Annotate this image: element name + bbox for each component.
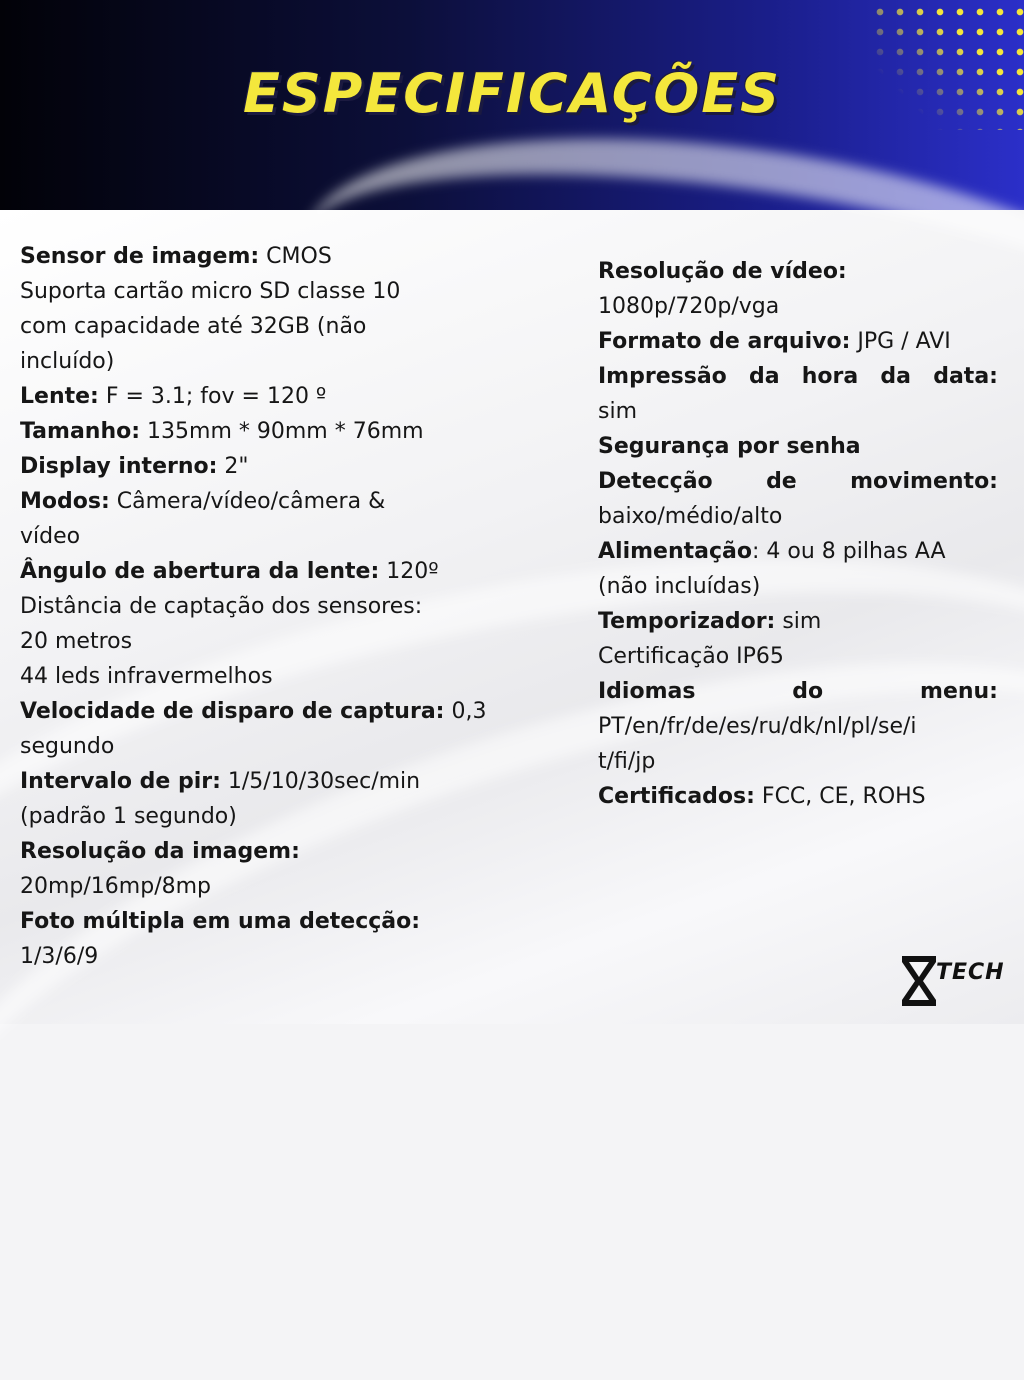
spec-value: 120º — [379, 559, 439, 584]
spec-value: JPG / AVI — [850, 329, 951, 354]
spec-line — [20, 834, 510, 869]
spec-line — [20, 484, 510, 519]
spec-value: incluído) — [20, 349, 115, 374]
spec-label: Resolução de vídeo: — [598, 259, 847, 284]
spec-line — [598, 359, 998, 394]
spec-line — [598, 394, 998, 429]
spec-line — [598, 569, 998, 604]
spec-value: PT/en/fr/de/es/ru/dk/nl/pl/se/i — [598, 714, 917, 739]
spec-value: FCC, CE, ROHS — [754, 784, 926, 809]
spec-label: Velocidade de disparo de captura: — [20, 699, 445, 724]
spec-line — [598, 744, 998, 779]
spec-value: : 4 ou 8 pilhas AA — [751, 539, 946, 564]
spec-label: Display interno: — [20, 454, 218, 479]
spec-line — [20, 239, 510, 274]
spec-value: (não incluídas) — [598, 574, 761, 599]
spec-line — [20, 624, 510, 659]
spec-label: Resolução da imagem: — [20, 839, 300, 864]
spec-label-word: de — [766, 469, 797, 494]
spec-line — [20, 274, 510, 309]
spec-label-word: data: — [933, 364, 998, 389]
spec-line — [20, 414, 510, 449]
spec-line — [20, 939, 510, 974]
spec-line — [20, 764, 510, 799]
spec-label-word: da — [880, 364, 912, 389]
spec-value: 20mp/16mp/8mp — [20, 874, 211, 899]
spec-label: Tamanho: — [20, 419, 141, 444]
spec-line — [598, 464, 998, 499]
spec-line — [20, 729, 510, 764]
spec-label: Certificados: — [598, 784, 755, 809]
spec-value: com capacidade até 32GB (não — [20, 314, 367, 339]
spec-value: segundo — [20, 734, 115, 759]
spec-value: t/fi/jp — [598, 749, 656, 774]
spec-line — [20, 519, 510, 554]
spec-label-word: Impressão — [598, 364, 727, 389]
spec-value: 135mm * 90mm * 76mm — [140, 419, 424, 444]
spec-label: Intervalo de pir: — [20, 769, 221, 794]
spec-line — [20, 799, 510, 834]
specs-left-column — [20, 239, 510, 974]
spec-line — [20, 379, 510, 414]
spec-line — [598, 709, 998, 744]
spec-value: 1080p/720p/vga — [598, 294, 780, 319]
spec-line — [20, 589, 510, 624]
spec-label-word: movimento: — [850, 469, 998, 494]
spec-label: Sensor de imagem: — [20, 244, 260, 269]
spec-label-word: hora — [801, 364, 859, 389]
spec-label-word: do — [792, 679, 824, 704]
spec-line — [598, 674, 998, 709]
spec-value: Câmera/vídeo/câmera & — [109, 489, 386, 514]
spec-label: Temporizador: — [598, 609, 776, 634]
page-title: ESPECIFICAÇÕES — [242, 62, 782, 125]
spec-label: Segurança por senha — [598, 434, 861, 459]
spec-line — [20, 904, 510, 939]
spec-line — [20, 554, 510, 589]
spec-label-word: Detecção — [598, 469, 713, 494]
spec-line — [20, 309, 510, 344]
spec-line — [598, 639, 998, 674]
spec-value: vídeo — [20, 524, 81, 549]
spec-line — [20, 449, 510, 484]
spec-line — [598, 324, 998, 359]
spec-value: sim — [775, 609, 822, 634]
spec-value: CMOS — [259, 244, 332, 269]
spec-label: Foto múltipla em uma detecção: — [20, 909, 421, 934]
spec-line — [20, 869, 510, 904]
spec-value: Distância de captação dos sensores: — [20, 594, 423, 619]
spec-line — [598, 604, 998, 639]
spec-value: 1/5/10/30sec/min — [220, 769, 421, 794]
spec-value: 44 leds infravermelhos — [20, 664, 273, 689]
spec-line — [598, 779, 998, 814]
spec-value: Suporta cartão micro SD classe 10 — [20, 279, 401, 304]
spec-label: Modos: — [20, 489, 110, 514]
spec-label: Formato de arquivo: — [598, 329, 851, 354]
spec-label: Lente: — [20, 384, 99, 409]
spec-line — [598, 499, 998, 534]
spec-line — [598, 254, 998, 289]
spec-value: F = 3.1; fov = 120 º — [98, 384, 327, 409]
brand-logo-text: TECH — [936, 960, 1005, 985]
spec-label: Alimentação — [598, 539, 752, 564]
spec-value: (padrão 1 segundo) — [20, 804, 237, 829]
spec-line — [20, 659, 510, 694]
spec-line — [20, 344, 510, 379]
spec-label-word: da — [748, 364, 780, 389]
spec-label: Ângulo de abertura da lente: — [20, 559, 380, 584]
spec-label-word: menu: — [920, 679, 998, 704]
spec-line — [598, 534, 998, 569]
spec-value: 0,3 — [444, 699, 487, 724]
specs-right-column — [598, 254, 998, 814]
spec-value: sim — [598, 399, 638, 424]
spec-line — [598, 289, 998, 324]
spec-value: 20 metros — [20, 629, 133, 654]
spec-line — [20, 694, 510, 729]
spec-value: 1/3/6/9 — [20, 944, 99, 969]
spec-label-word: Idiomas — [598, 679, 696, 704]
spec-value: baixo/médio/alto — [598, 504, 783, 529]
spec-line — [598, 429, 998, 464]
spec-value: Certificação IP65 — [598, 644, 784, 669]
spec-value: 2" — [217, 454, 249, 479]
